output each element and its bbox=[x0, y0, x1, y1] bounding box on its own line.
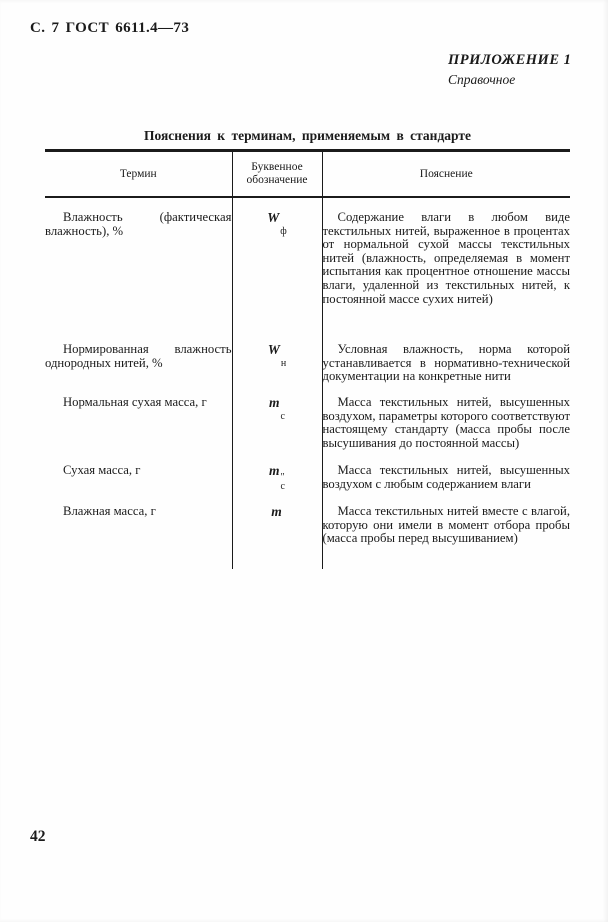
terms-table bbox=[45, 149, 570, 569]
symbol-base: m bbox=[269, 463, 280, 478]
symbol-stack bbox=[281, 359, 286, 368]
symbol-base: m bbox=[269, 395, 280, 410]
table-header-row bbox=[45, 151, 570, 198]
symbol-cell bbox=[232, 505, 322, 569]
explanation-cell: Масса текстильных нитей вместе с влагой, которую они имели в момент отбора пробы (масса пробы перед высушиванием) bbox=[322, 504, 570, 546]
appendix-title: ПРИЛОЖЕНИЕ 1 bbox=[448, 52, 572, 68]
page-number: 42 bbox=[30, 828, 46, 845]
term-cell: Нормированная влажность однородных нитей, % bbox=[45, 343, 232, 396]
explanation-cell: Содержание влаги в любом виде текстильных нитей, выраженное в процентах от нормальной сухой массы текстильных нитей (влажность, определяемая в момент испытания как процентное отношение массы влаги, удаленной из текстильных нитей, к постоянной массе сухих нитей) bbox=[322, 210, 570, 306]
table-row bbox=[45, 197, 570, 343]
column-header-symbol: Буквенное обозначение bbox=[232, 151, 322, 198]
table-row bbox=[45, 343, 570, 396]
term-cell: Нормальная сухая масса, г bbox=[45, 396, 232, 464]
term-cell: Влажность (фактическая влажность), % bbox=[45, 197, 232, 343]
symbol-cell bbox=[232, 197, 322, 343]
symbol-subscript: н bbox=[280, 358, 287, 370]
symbol-subscript: с bbox=[280, 481, 285, 493]
table-row bbox=[45, 464, 570, 505]
column-header-term: Термин bbox=[45, 151, 232, 198]
table-row bbox=[45, 396, 570, 464]
explanation-cell: Масса текстильных нитей, высушенных воздухом с любым содержанием влаги bbox=[322, 463, 570, 491]
symbol-base: W bbox=[267, 342, 280, 357]
symbol-subscript: с bbox=[280, 411, 285, 423]
symbol-subscript: ф bbox=[280, 226, 287, 238]
explanation-cell: Масса текстильных нитей, высушенных воздухом, параметры которого соответствуют настоящему стандарту (масса пробы после высушивания до постоянной массы) bbox=[322, 395, 570, 450]
symbol-stack bbox=[281, 474, 285, 491]
symbol-superscript: ″ bbox=[280, 472, 285, 484]
symbol-cell bbox=[232, 343, 322, 396]
symbol-base: W bbox=[267, 210, 280, 225]
term-cell: Сухая масса, г bbox=[45, 464, 232, 505]
appendix-subtitle: Справочное bbox=[448, 72, 516, 87]
column-header-explanation: Пояснение bbox=[322, 151, 570, 198]
symbol-stack bbox=[281, 412, 285, 421]
appendix-block bbox=[448, 50, 571, 90]
document-number-header: С. 7 ГОСТ 6611.4—73 bbox=[30, 20, 190, 36]
symbol-cell bbox=[232, 464, 322, 505]
symbol-cell bbox=[232, 396, 322, 464]
term-cell: Влажная масса, г bbox=[45, 505, 232, 569]
table-title: Пояснения к терминам, применяемым в стандарте bbox=[144, 128, 471, 143]
explanation-cell: Условная влажность, норма которой устанавливается в нормативно-технической документации на конкретные нити bbox=[322, 342, 570, 384]
table-row bbox=[45, 505, 570, 569]
symbol-stack bbox=[280, 227, 286, 236]
symbol-base: m bbox=[271, 504, 282, 519]
